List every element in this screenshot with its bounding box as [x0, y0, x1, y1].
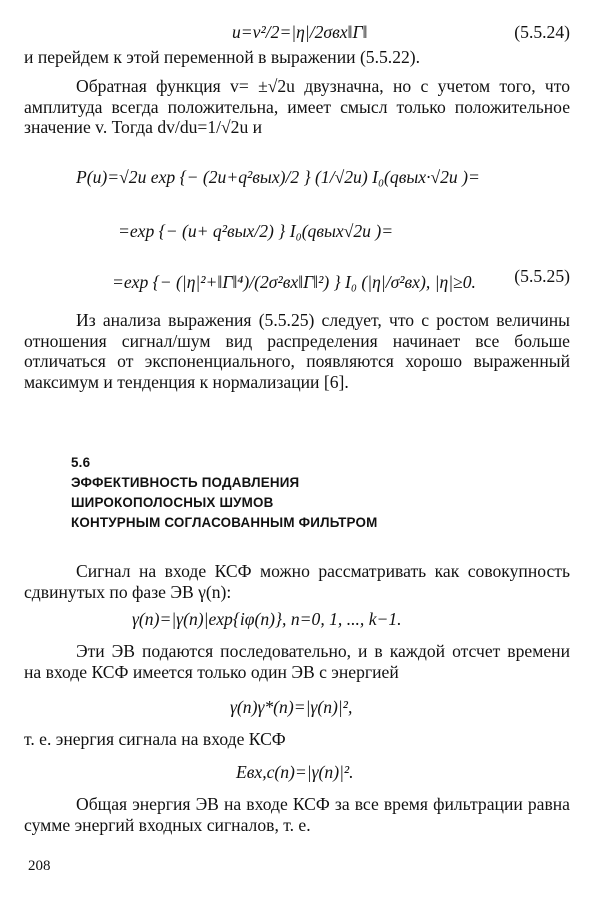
formula-gamma-n: γ(n)=|γ(n)|exp{iφ(n)}, n=0, 1, ..., k−1.	[132, 609, 402, 629]
paragraph-inverse-function: Обратная функция v= ±√2u двузначна, но с учетом того, что амплитуда всегда положительна, имеет смысл только положительное значение v. Тогда dv/du=1/√2u и	[24, 76, 570, 137]
text-line: и перейдем к этой переменной в выражении (5.5.22).	[24, 47, 421, 67]
section-title-line-3: КОНТУРНЫМ СОГЛАСОВАННЫМ ФИЛЬТРОМ	[71, 515, 378, 530]
text-line-energy: т. е. энергия сигнала на входе КСФ	[24, 729, 286, 749]
formula-gamma-energy: γ(n)γ*(n)=|γ(n)|²,	[230, 697, 353, 717]
paragraph-signal: Сигнал на входе КСФ можно рассматривать как совокупность сдвинутых по фазе ЭВ γ(n):	[24, 561, 570, 602]
paragraph-ev: Эти ЭВ подаются последовательно, и в каждой отсчет времени на входе КСФ имеется только один ЭВ с энергией	[24, 641, 570, 682]
eq-number-5-5-24: (5.5.24)	[514, 22, 570, 42]
section-title-line-2: ШИРОКОПОЛОСНЫХ ШУМОВ	[71, 495, 274, 510]
formula-e-in: Eвх,с(n)=|γ(n)|².	[236, 762, 354, 782]
formula-p-line-3: =exp {− (|η|²+‖Γ‖⁴)/(2σ²вх‖Γ‖²) } I₀ (|η|/σ²вх), |η|≥0.	[112, 272, 476, 292]
page-number: 208	[28, 858, 51, 874]
paragraph-analysis: Из анализа выражения (5.5.25) следует, что с ростом величины отношения сигнал/шум вид распределения начинает все больше отличаться от экспоненциального, появляются хорошо выраженный максимум и тенденция к нормализации [6].	[24, 310, 570, 392]
section-number: 5.6	[71, 455, 91, 470]
section-title-line-1: ЭФФЕКТИВНОСТЬ ПОДАВЛЕНИЯ	[71, 475, 300, 490]
eq-number-5-5-25: (5.5.25)	[514, 266, 570, 286]
formula-p-line-2: =exp {− (u+ q²вых/2) } I₀(qвых√2u )=	[118, 221, 394, 241]
paragraph-total-energy: Общая энергия ЭВ на входе КСФ за все время фильтрации равна сумме энергий входных сигналов, т. е.	[24, 794, 570, 835]
formula-p-line-1: P(u)=√2u exp {− (2u+q²вых)/2 } (1/√2u) I₀(qвых·√2u )=	[76, 167, 480, 187]
formula-5-5-24: u=v²/2=|η|/2σвх‖Γ‖	[232, 22, 368, 42]
